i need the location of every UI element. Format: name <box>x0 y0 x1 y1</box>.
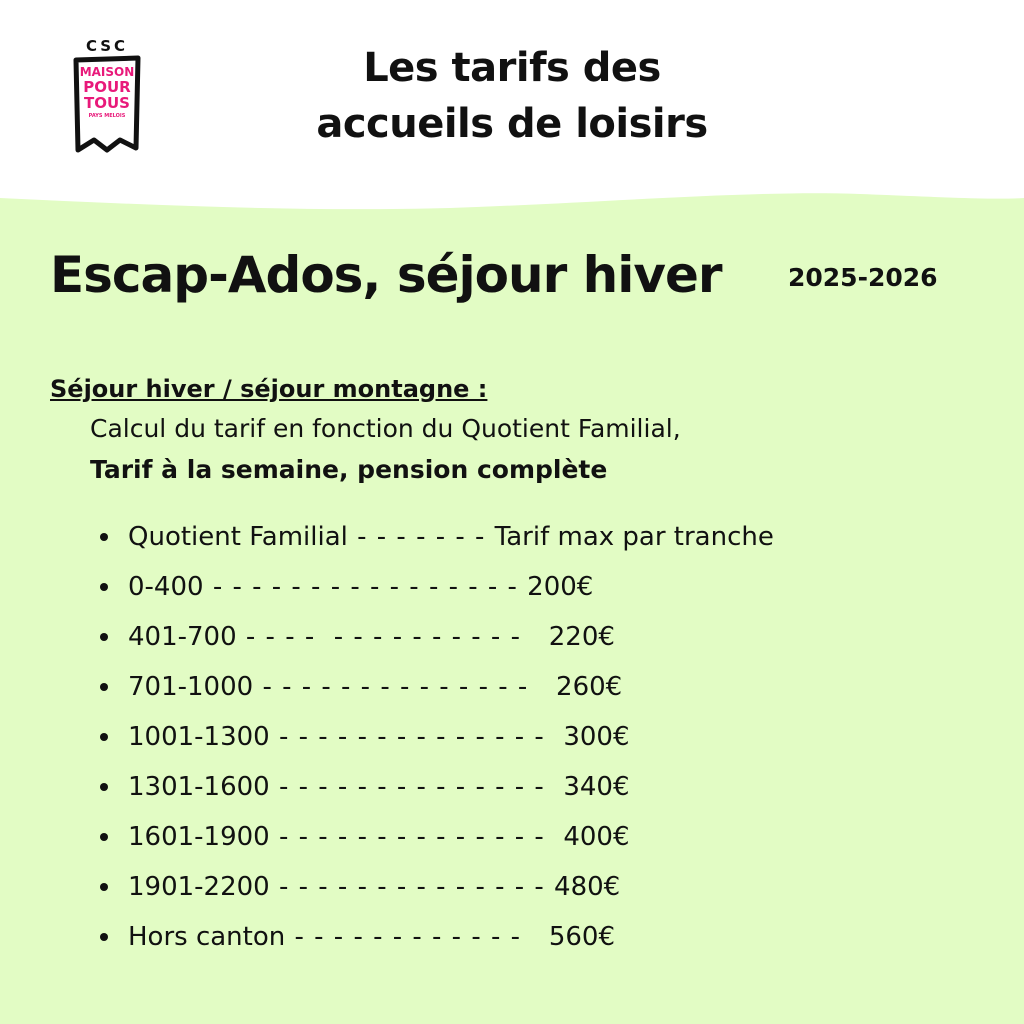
rate-dashes: - - - - - - - - - - - - - - <box>269 822 564 852</box>
svg-text:TOUS: TOUS <box>84 94 130 112</box>
rate-label: 701-1000 <box>128 672 254 702</box>
header-title <box>262 40 762 152</box>
bullet-icon <box>100 733 108 741</box>
rate-label: 1301-1600 <box>128 772 270 802</box>
csc-maison-pour-tous-logo <box>70 36 144 156</box>
bullet-icon <box>100 883 108 891</box>
season-year: 2025-2026 <box>788 263 938 292</box>
section-heading: Séjour hiver / séjour montagne : <box>50 375 488 403</box>
rate-dashes: - - - - - - - - - - - - - - <box>253 672 557 702</box>
rate-dashes: - - - - - - - - - - - - - - <box>236 622 549 652</box>
page-title: Escap-Ados, séjour hiver <box>50 246 722 304</box>
bullet-icon <box>100 783 108 791</box>
bullet-icon <box>100 833 108 841</box>
rate-row <box>100 712 1000 762</box>
description-bold-text: Tarif à la semaine, pension complète <box>90 455 608 484</box>
rate-dashes: - - - - - - - - - - - - - - <box>269 872 555 902</box>
rate-price-header: Tarif max par tranche <box>494 522 774 552</box>
rate-row <box>100 612 1000 662</box>
svg-text:MAISON: MAISON <box>79 65 135 79</box>
rate-label: Quotient Familial <box>128 522 348 552</box>
rate-price: 480€ <box>554 872 621 902</box>
rate-row <box>100 912 1000 962</box>
bullet-icon <box>100 683 108 691</box>
rate-header-row <box>100 512 1000 562</box>
rate-label: 401-700 <box>128 622 237 652</box>
bullet-icon <box>100 533 108 541</box>
rate-list <box>100 512 1000 962</box>
rate-label: 1001-1300 <box>128 722 270 752</box>
rate-row <box>100 662 1000 712</box>
rate-dashes: - - - - - - - - - - - - - - - - <box>203 572 528 602</box>
rate-row <box>100 862 1000 912</box>
rate-label: 1901-2200 <box>128 872 270 902</box>
rate-row <box>100 562 1000 612</box>
rate-label: 0-400 <box>128 572 204 602</box>
rate-price: 260€ <box>556 672 623 702</box>
rate-dashes: - - - - - - - - - - - - <box>285 922 549 952</box>
rate-dashes: - - - - - - - <box>347 522 495 552</box>
rate-row <box>100 762 1000 812</box>
rate-dashes: - - - - - - - - - - - - - - <box>269 722 564 752</box>
header-title-line1: Les tarifs des <box>363 45 661 91</box>
rate-price: 400€ <box>563 822 630 852</box>
bullet-icon <box>100 633 108 641</box>
rate-price: 340€ <box>563 772 630 802</box>
rate-price: 300€ <box>563 722 630 752</box>
svg-text:CSC: CSC <box>85 37 129 55</box>
rate-price: 560€ <box>548 922 615 952</box>
rate-label: 1601-1900 <box>128 822 270 852</box>
rate-price: 200€ <box>527 572 594 602</box>
rate-price: 220€ <box>548 622 615 652</box>
description-text: Calcul du tarif en fonction du Quotient Familial, <box>90 414 681 443</box>
bullet-icon <box>100 933 108 941</box>
bullet-icon <box>100 583 108 591</box>
header-title-line2: accueils de loisirs <box>316 101 708 147</box>
rate-dashes: - - - - - - - - - - - - - - <box>269 772 564 802</box>
svg-text:POUR: POUR <box>83 78 131 96</box>
svg-text:PAYS MELOIS: PAYS MELOIS <box>88 113 126 119</box>
rate-label: Hors canton <box>128 922 286 952</box>
rate-row <box>100 812 1000 862</box>
